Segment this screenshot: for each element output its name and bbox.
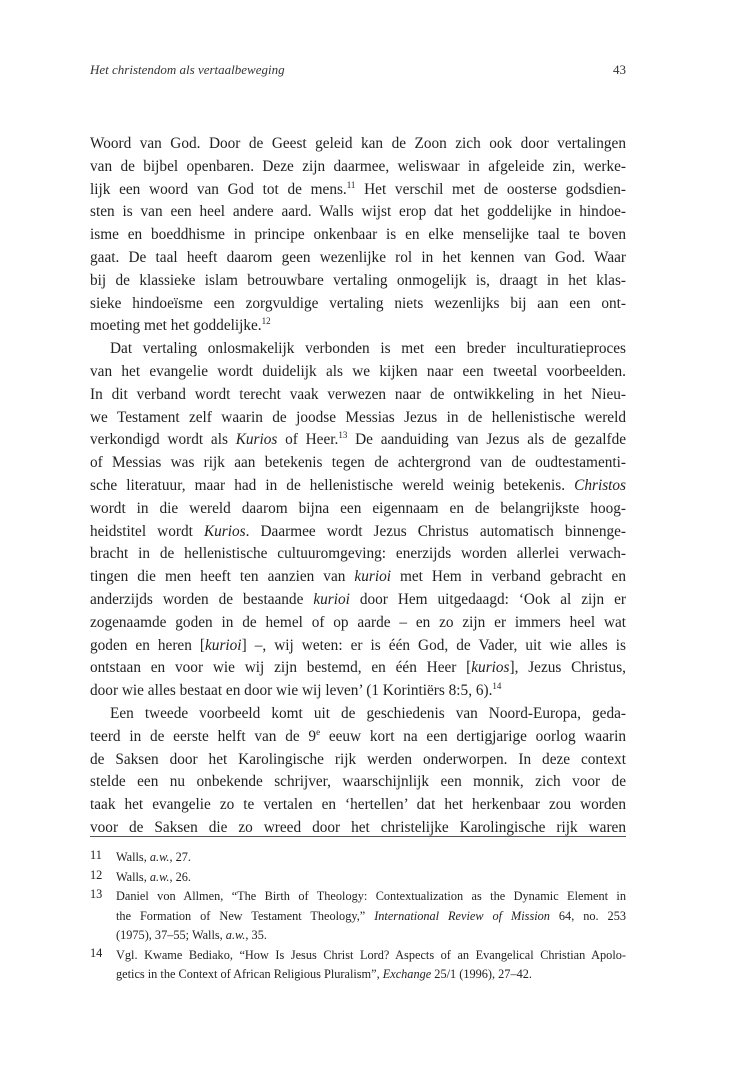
- text-line: door wie alles bestaat en door wie wij leven’ (1 Korintiërs 8:5, 6).$^{14}$: [90, 681, 502, 700]
- footnote-line: Walls, a.w., 26.: [116, 869, 191, 884]
- body-text: [90, 133, 626, 840]
- running-title: Het christendom als vertaalbeweging: [90, 62, 285, 77]
- text-line: Dat vertaling onlosmakelijk verbonden is met een breder inculturatieproces: [110, 340, 626, 358]
- footnote-divider: [90, 836, 626, 837]
- text-line: gaat. De taal heeft daarom geen wezenlijke rol in het kennen van God. Waar: [90, 248, 626, 266]
- text-line: stelde een nu onbekende schrijver, waarschijnlijk een monnik, zich voor de: [90, 773, 626, 791]
- footnote-line: Vgl. Kwame Bediako, “How Is Jesus Christ Lord? Aspects of an Evangelical Christian Apolo-: [116, 947, 626, 962]
- footnote-line: Daniel von Allmen, “The Birth of Theology: Contextualization as the Dynamic Element in: [116, 889, 626, 903]
- text-line: verkondigd wordt als Kurios of Heer.$^{13}$ De aanduiding van Jezus als de gezalfde: [90, 430, 627, 449]
- text-line: teerd in de eerste helft van de 9e eeuw kort na een dertigjarige oorlog waarin: [90, 726, 626, 745]
- text-line: of Messias was rijk aan betekenis tegen de achtergrond van de oudtestamenti-: [90, 454, 626, 472]
- footnote-line: (1975), 37–55; Walls, a.w., 35.: [116, 928, 267, 942]
- footnote-number: 12: [90, 867, 103, 882]
- text-line: isme en boeddhisme in principe onkenbaar is en elke menselijke taal te boven: [90, 226, 626, 244]
- text-line: goden en heren [kurioi] –, wij weten: er is één God, de Vader, uit wie alles is: [90, 636, 626, 654]
- text-line: moeting met het goddelijke.$^{12}$: [90, 316, 271, 335]
- footnote-number: 14: [90, 945, 103, 960]
- text-line: taak het evangelie zo te vertalen en ‘hertellen’ dat het herkenbaar zou worden: [90, 796, 626, 814]
- footnote-ref-13[interactable]: 13: [338, 430, 348, 441]
- footnote-11: [90, 848, 626, 868]
- text-line: bracht in de hellenistische cultuuromgeving: enerzijds worden allerlei verwach-: [90, 545, 626, 563]
- footnote-12: [90, 868, 626, 888]
- footnote-number: 13: [90, 887, 103, 901]
- text-line: sieke hindoeïsme een zorgvuldige vertaling niets wezenlijks bij aan een ont-: [90, 294, 626, 312]
- footnote-14: [90, 946, 626, 985]
- text-line: sche literatuur, maar had in de hellenistische wereld weinig betekenis. Christos: [90, 476, 626, 494]
- text-line: van de bijbel openbaren. Deze zijn daarmee, weliswaar in afgeleide zin, werke-: [90, 157, 626, 175]
- text-line: de Saksen door het Karolingische rijk werden onderworpen. In deze context: [90, 750, 626, 768]
- text-line: voor de Saksen die zo wreed door het christelijke Karolingische rijk waren: [90, 818, 626, 836]
- text-line: tingen die men heeft ten aanzien van kurioi met Hem in verband gebracht en: [90, 568, 626, 586]
- text-line: we Testament zelf waarin de joodse Messias Jezus in de hellenistische wereld: [90, 408, 626, 426]
- footnotes: [90, 848, 626, 985]
- footnote-ref-11[interactable]: 11: [346, 179, 356, 190]
- text-line: van het evangelie wordt duidelijk als we kijken naar een tweetal voorbeelden.: [90, 362, 626, 380]
- text-line: wordt in die wereld daarom bijna een eigennaam en de belangrijkste hoog-: [90, 499, 626, 517]
- footnote-13: [90, 887, 626, 946]
- text-line: Een tweede voorbeeld komt uit de geschiedenis van Noord-Europa, geda-: [110, 704, 626, 722]
- text-line: ontstaan en voor wie wij zijn bestemd, en één Heer [kurios], Jezus Christus,: [90, 659, 626, 677]
- running-head: [90, 62, 626, 78]
- text-line: sten is van een heel andere aard. Walls wijst erop dat het goddelijke in hindoe-: [90, 203, 626, 221]
- text-line: anderzijds worden de bestaande kurioi door Hem uitgedaagd: ‘Ook al zijn er: [90, 590, 626, 608]
- footnote-number: 11: [90, 848, 102, 862]
- page-number: 43: [613, 62, 626, 77]
- text-line: bij de klassieke islam betrouwbare vertaling onmogelijk is, draagt in het klas-: [90, 271, 626, 289]
- footnote-ref-12[interactable]: 12: [261, 316, 271, 327]
- text-line: lijk een woord van God tot de mens.$^{11}$ Het verschil met de oosterse godsdien-: [90, 179, 626, 198]
- footnote-ref-14[interactable]: 14: [492, 681, 502, 692]
- footnote-line: Walls, a.w., 27.: [116, 850, 191, 864]
- text-line: heidstitel wordt Kurios. Daarmee wordt Jezus Christus automatisch binnenge-: [90, 522, 626, 540]
- footnote-line: the Formation of New Testament Theology,” International Review of Mission 64, no. 253: [116, 908, 626, 923]
- text-line: In dit verband wordt terecht vaak verwezen naar de ontwikkeling in het Nieu-: [90, 385, 626, 403]
- text-line: zogenaamde goden in de hemel of op aarde – en zo zijn er immers heel wat: [90, 613, 626, 631]
- footnote-line: getics in the Context of African Religious Pluralism”, Exchange 25/1 (1996), 27–42.: [116, 967, 532, 981]
- text-line: Woord van God. Door de Geest geleid kan de Zoon zich ook door vertalingen: [90, 135, 626, 152]
